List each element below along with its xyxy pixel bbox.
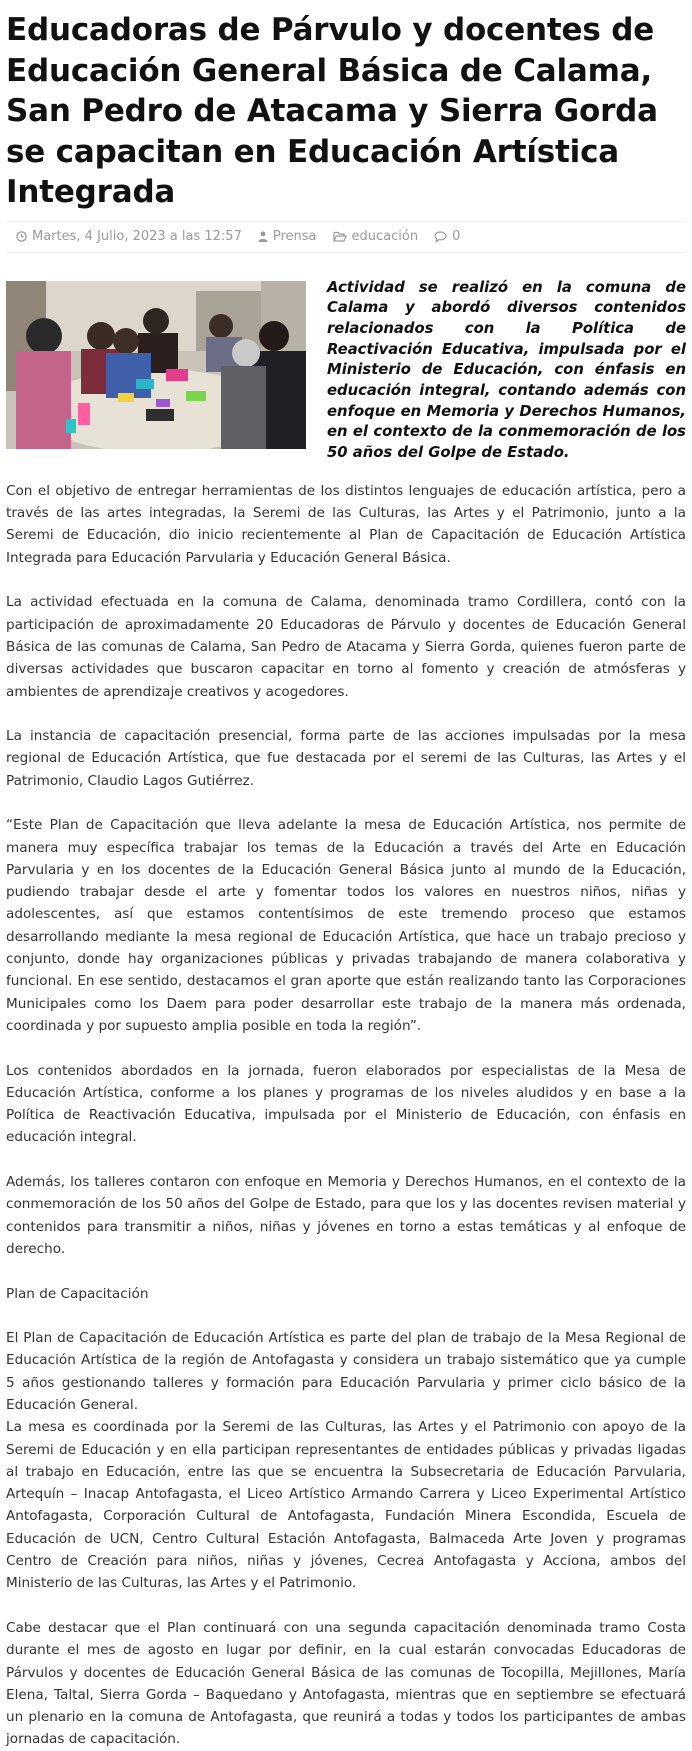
user-icon [258, 231, 268, 242]
classroom-workshop-photo [6, 281, 306, 449]
article-body [6, 278, 686, 1751]
meta-author-text[interactable]: Prensa [272, 229, 317, 244]
comment-icon [434, 231, 447, 243]
article-lead: Actividad se realizó en la comuna de Calama y abordó diversos contenidos relacionados con la Política de Reactivación Educativa, impulsada por el Ministerio de Educación, con énfasis en educación integral, contando además con enfoque en Memoria y Derechos Humanos, en el contexto de la conmemoración de los 50 años del Golpe de Estado. [327, 278, 686, 462]
paragraph-7: El Plan de Capacitación de Educación Artística es parte del plan de trabajo de la Mesa Regional de Educación Artística de la región de Antofagasta y considera un trabajo sistemático que ya cumple 5 años gestionando talleres y formación para Educación Parvularia y primer ciclo básico de la Educación General. [6, 1330, 686, 1413]
meta-comments[interactable] [434, 229, 460, 244]
paragraph-5: Los contenidos abordados en la jornada, fueron elaborados por especialistas de la Mesa de Educación Artística, conforme a los planes y programas de los niveles aludidos y en base a la Política de Reactivación Educativa, impulsada por el Ministerio de Educación, con énfasis en educación integral. [6, 1062, 686, 1146]
paragraph-6: Además, los talleres contaron con enfoque en Memoria y Derechos Humanos, en el contexto de la conmemoración de los 50 años del Golpe de Estado, para que los y las docentes revisen material y contenidos para transmitir a niños, niñas y jóvenes en torno a estas temáticas y al enfoque de derecho. [6, 1174, 686, 1257]
paragraph-2: La actividad efectuada en la comuna de Calama, denominada tramo Cordillera, contó con la participación de aproximadamente 20 Educadoras de Párvulo y docentes de Educación General Básica de las comunas de Calama, San Pedro de Atacama y Sierra Gorda, quienes fueron parte de diversas actividades que buscaron capacitar en torno al fomento y creación de atmósferas y ambientes de aprendizaje creativos y acogedores. [6, 594, 686, 700]
paragraph-8: La mesa es coordinada por la Seremi de las Culturas, las Artes y el Patrimonio con apoyo de la Seremi de Educación y en ella participan representantes de entidades públicas y privadas ligadas al trabajo en Educación, entre las que se encuentra la Subsecretaria de Educación Parvularia, Artequín – Inacap Antofagasta, el Liceo Artístico Armando Carrera y Liceo Experimental Artístico Antofagasta, Corporación Cultural de Antofagasta, Fundación Minera Escondida, Escuela de Educación de UCN, Centro Cultural Estación Antofagasta, Balmaceda Arte Joven y programas Centro de Creación para niños, niñas y jóvenes, Cecrea Antofagasta y Acciona, ambos del Ministerio de las Culturas, las Artes y el Patrimonio. [6, 1419, 686, 1592]
paragraph-3: La instancia de capacitación presencial, forma parte de las acciones impulsadas por la mesa regional de Educación Artística, que fue destacada por el seremi de las Culturas, las Artes y el Patrimonio, Claudio Lagos Gutiérrez. [6, 728, 686, 789]
clock-icon [16, 231, 27, 242]
section-heading-plan: Plan de Capacitación [6, 1285, 149, 1302]
meta-category-text[interactable]: educación [351, 229, 419, 244]
article-meta [6, 221, 686, 253]
meta-comments-count[interactable]: 0 [452, 229, 461, 244]
article-title: Educadoras de Párvulo y docentes de Educación General Básica de Calama, San Pedro de Atacama y Sierra Gorda se capacitan en Educación Artística Integrada [6, 12, 658, 210]
meta-category[interactable] [333, 229, 419, 244]
paragraph-1: Con el objetivo de entregar herramientas de los distintos lenguajes de educación artística, pero a través de las artes integradas, la Seremi de las Culturas, las Artes y el Patrimonio, junto a la Seremi de Educación, dio inicio recientemente al Plan de Capacitación de Educación Artística Integrada para Educación Parvularia y Educación General Básica. [6, 482, 686, 566]
paragraph-9: Cabe destacar que el Plan continuará con una segunda capacitación denominada tramo Costa durante el mes de agosto en lugar por definir, en la cual estarán convocadas Educadoras de Párvulos y docentes de Educación General Básica de las comunas de Tocopilla, Mejillones, María Elena, Taltal, Sierra Gorda – Baquedano y Antofagasta, mientras que en septiembre se efectuará un plenario en la comuna de Antofagasta, que reunirá a todas y todos los participantes de ambas jornadas de capacitación. [6, 1619, 686, 1748]
article-photo [6, 281, 306, 449]
meta-date [16, 229, 242, 244]
meta-author[interactable] [258, 229, 317, 244]
paragraph-4-quote: “Este Plan de Capacitación que lleva adelante la mesa de Educación Artística, nos permite de manera muy específica trabajar los temas de la Educación a través del Arte en Educación Parvularia y en los docentes de la Educación General Básica junto al mundo de la Educación, pudiendo trabajar desde el arte y fomentar todos los valores en nuestros niños, niñas y adolescentes, así que estamos contentísimos de este tremendo proceso que estamos desarrollando mediante la mesa regional de Educación Artística, que hace un trabajo precioso y conjunto, donde hay organizaciones públicas y privadas trabajando de manera colaborativa y funcional. En ese sentido, destacamos el gran aporte que están realizando tanto las Corporaciones Municipales como los Daem para poder desarrollar este trabajo de la manera más ordenada, coordinada y por supuesto amplia posible en toda la región”. [6, 817, 686, 1034]
folder-open-icon [333, 231, 347, 242]
meta-date-text: Martes, 4 Julio, 2023 a las 12:57 [32, 229, 242, 244]
